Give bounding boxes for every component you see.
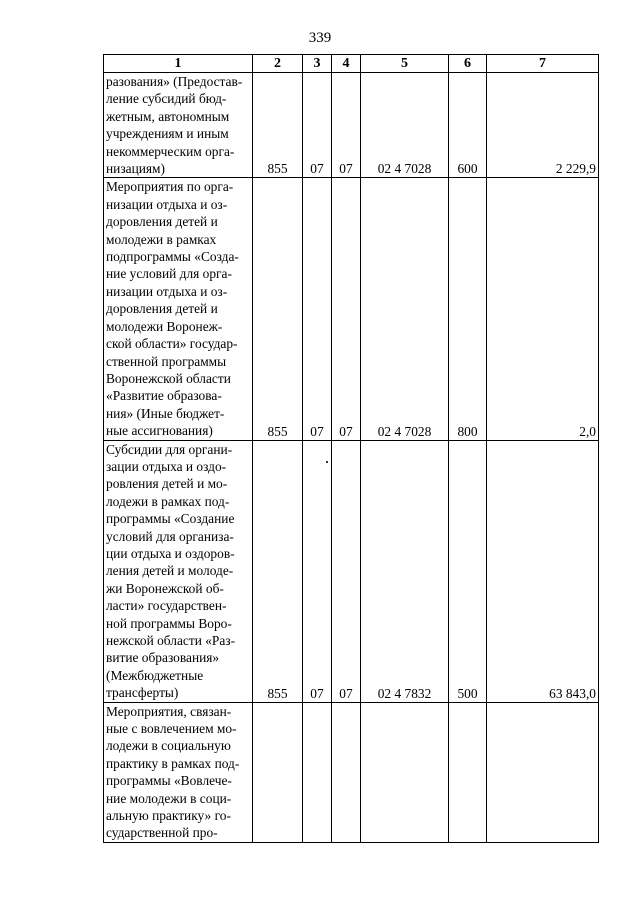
cell-amount: 63 843,0 [487, 440, 599, 702]
page-number: 339 [308, 30, 332, 46]
cell-ministry-code: 855 [253, 178, 303, 440]
table-row [104, 73, 599, 178]
cell-target-article: 02 4 7028 [361, 73, 449, 178]
cell-ministry-code: 855 [253, 440, 303, 702]
header-col-5: 5 [361, 55, 449, 73]
cell-subsection: 07 [332, 440, 361, 702]
header-col-2: 2 [253, 55, 303, 73]
cell-ministry-code [253, 702, 303, 842]
cell-subsection: 07 [332, 73, 361, 178]
cell-section: 07 [303, 178, 332, 440]
cell-expense-type: 500 [449, 440, 487, 702]
header-col-3: 3 [303, 55, 332, 73]
row-description: Мероприятия по орга- низации отдыха и оз- доровления детей и молодежи в рамках подпрограммы «Созда- ние условий для орга- низации отдыха и оз- доровления детей и молодежи Воронеж- ской области» государ- ственной программы Воронежской области «Развитие образова- ния» (Иные бюджет- ные ассигнования) [104, 178, 253, 440]
cell-target-article [361, 702, 449, 842]
table-row [104, 702, 599, 842]
table-row [104, 440, 599, 702]
header-col-4: 4 [332, 55, 361, 73]
row-description: разования» (Предостав- ление субсидий бюд- жетным, автономным учреждениям и иным некоммерческим орга- низациям) [104, 73, 253, 178]
cell-amount: 2,0 [487, 178, 599, 440]
cell-expense-type: 600 [449, 73, 487, 178]
row-description: Субсидии для органи- зации отдыха и оздо- ровления детей и мо- лодежи в рамках под- программы «Создание условий для организа- ции отдыха и оздоров- ления детей и молоде- жи Воронежской об- ласти» государствен- ной программы Воро- нежской области «Раз- витие образования» (Межбюджетные трансферты) [104, 440, 253, 702]
table-row [104, 178, 599, 440]
cell-amount: 2 229,9 [487, 73, 599, 178]
row-description: Мероприятия, связан- ные с вовлечением мо- лодежи в социальную практику в рамках под- программы «Вовлече- ние молодежи в соци- альную практику» го- сударственной про- [104, 702, 253, 842]
cell-section [303, 702, 332, 842]
header-row [104, 55, 599, 73]
budget-table [103, 54, 599, 843]
cell-subsection [332, 702, 361, 842]
header-col-7: 7 [487, 55, 599, 73]
cell-section: 07 [303, 440, 332, 702]
cell-section: 07 [303, 73, 332, 178]
cell-ministry-code: 855 [253, 73, 303, 178]
cell-target-article: 02 4 7832 [361, 440, 449, 702]
cell-amount [487, 702, 599, 842]
header-col-6: 6 [449, 55, 487, 73]
cell-target-article: 02 4 7028 [361, 178, 449, 440]
cell-subsection: 07 [332, 178, 361, 440]
cell-expense-type [449, 702, 487, 842]
scan-speck [326, 461, 328, 463]
header-col-1: 1 [104, 55, 253, 73]
cell-expense-type: 800 [449, 178, 487, 440]
